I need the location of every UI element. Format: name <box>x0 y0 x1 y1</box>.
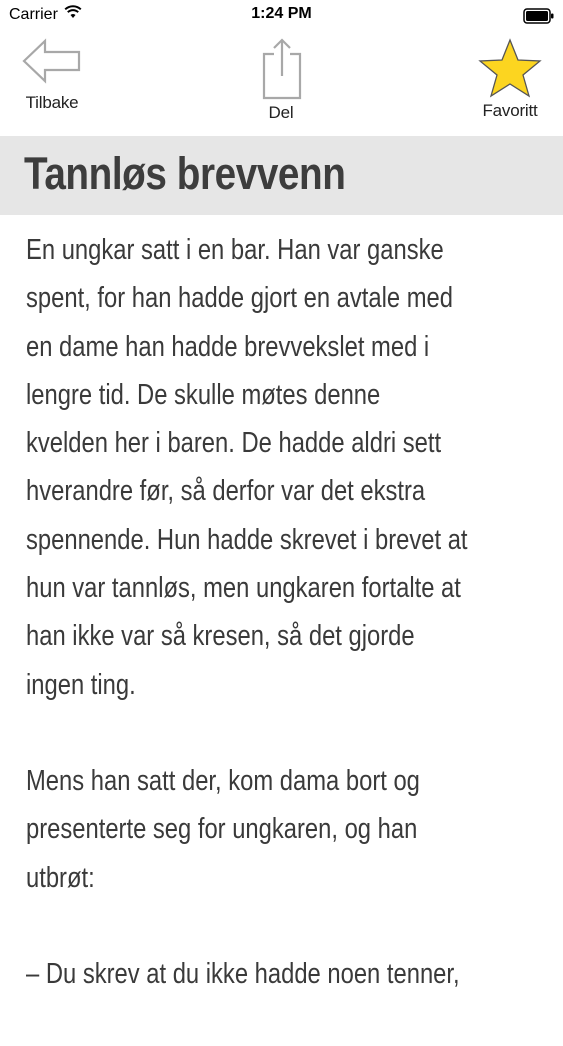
article-title: Tannløs brevvenn <box>24 148 346 199</box>
article-body <box>26 226 534 1046</box>
share-icon <box>256 38 306 105</box>
favorite-button[interactable] <box>475 38 545 121</box>
back-label: Tilbake <box>25 93 79 112</box>
article-paragraph: En ungkar satt i en bar. Han var ganske spent, for han hadde gjort en avtale med en dame han hadde brevvekslet med i lengre tid. De skulle møtes denne kvelden her i baren. De hadde aldri sett hverandre før, så derfor var det ekstra spennende. Hun hadde skrevet i brevet at hun var tannløs, men ungkaren fortalte at han ikke var så kresen, så det gjorde ingen ting. <box>26 234 468 701</box>
article-paragraph: Mens han satt der, kom dama bort og presenterte seg for ungkaren, og han utbrøt: <box>26 764 420 894</box>
status-bar <box>0 0 563 30</box>
back-arrow-icon <box>21 38 83 89</box>
carrier-label: Carrier <box>9 5 58 23</box>
battery-icon <box>510 8 554 24</box>
favorite-label: Favoritt <box>482 101 538 120</box>
share-button[interactable] <box>249 38 313 123</box>
back-button[interactable] <box>20 38 84 113</box>
title-band <box>0 136 563 215</box>
star-icon <box>478 38 542 103</box>
article-paragraph: – Du skrev at du ikke hadde noen tenner, <box>26 957 460 990</box>
share-label: Del <box>268 103 294 122</box>
status-time: 1:24 PM <box>251 5 312 22</box>
toolbar <box>0 30 563 136</box>
